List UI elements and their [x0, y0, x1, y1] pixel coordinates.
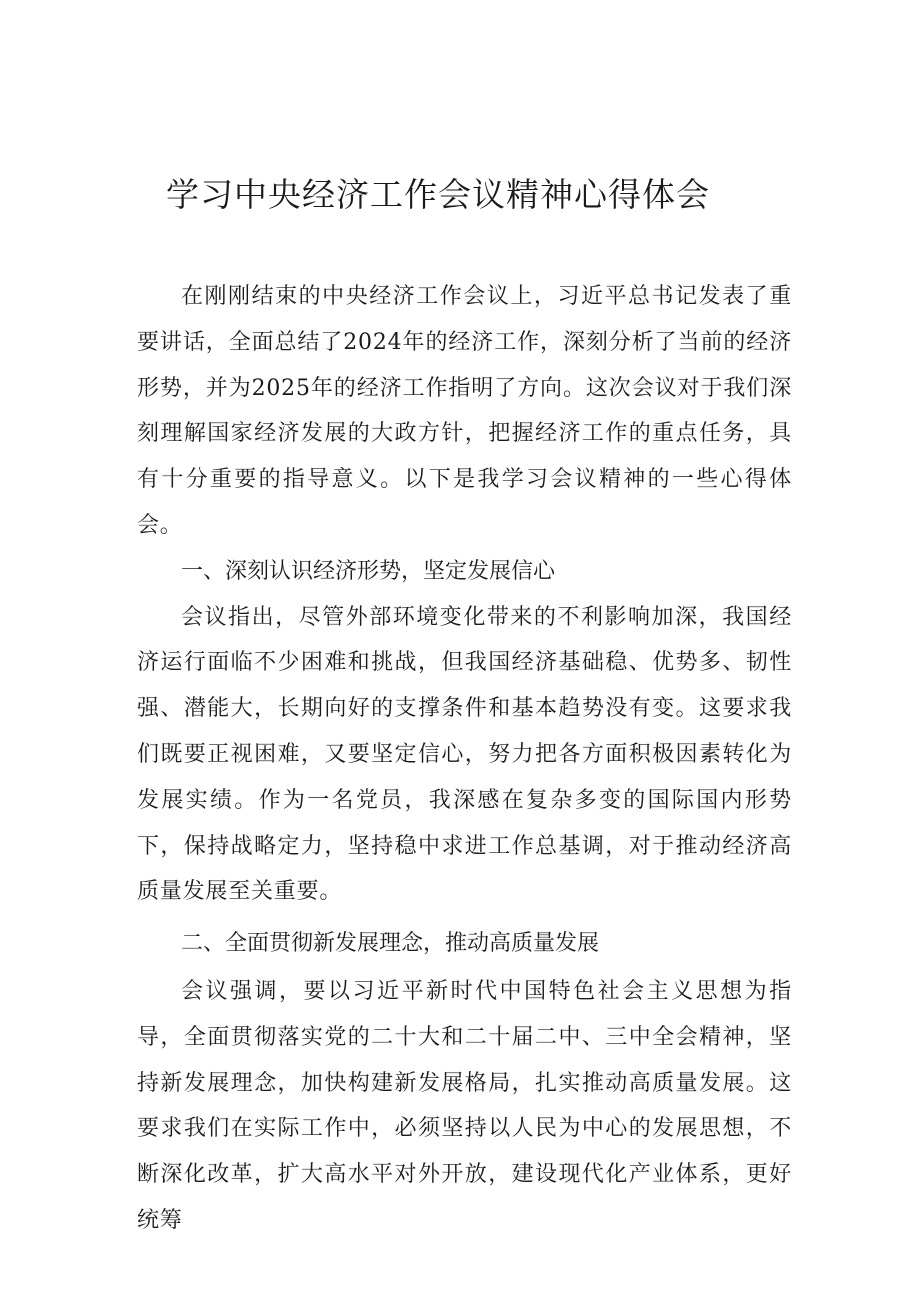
section-paragraph-1: 会议指出，尽管外部环境变化带来的不利影响加深，我国经济运行面临不少困难和挑战，但我国经济基础稳、优势多、韧性强、潜能大，长期向好的支撑条件和基本趋势没有变。这要求我们既要正视困难，又要坚定信心，努力把各方面积极因素转化为发展实绩。作为一名党员，我深感在复杂多变的国际国内形势下，保持战略定力，坚持稳中求进工作总基调，对于推动经济高质量发展至关重要。: [137, 604, 792, 905]
section-heading-2: 二、全面贯彻新发展理念，推动高质量发展: [181, 931, 600, 957]
section-heading-1: 一、深刻认识经济形势，坚定发展信心: [181, 558, 556, 584]
document-body: [137, 274, 792, 1244]
intro-paragraph: 在刚刚结束的中央经济工作会议上，习近平总书记发表了重要讲话，全面总结了2024年的经济工作，深刻分析了当前的经济形势，并为2025年的经济工作指明了方向。这次会议对于我们深刻理解国家经济发展的大政方针，把握经济工作的重点任务，具有十分重要的指导意义。以下是我学习会议精神的一些心得体会。: [137, 284, 792, 538]
section-paragraph-2: 会议强调，要以习近平新时代中国特色社会主义思想为指导，全面贯彻落实党的二十大和二十届二中、三中全会精神，坚持新发展理念，加快构建新发展格局，扎实推动高质量发展。这要求我们在实际工作中，必须坚持以人民为中心的发展思想，不断深化改革，扩大高水平对外开放，建设现代化产业体系，更好统筹: [137, 978, 792, 1233]
document-title: 学习中央经济工作会议精神心得体会: [166, 175, 710, 214]
